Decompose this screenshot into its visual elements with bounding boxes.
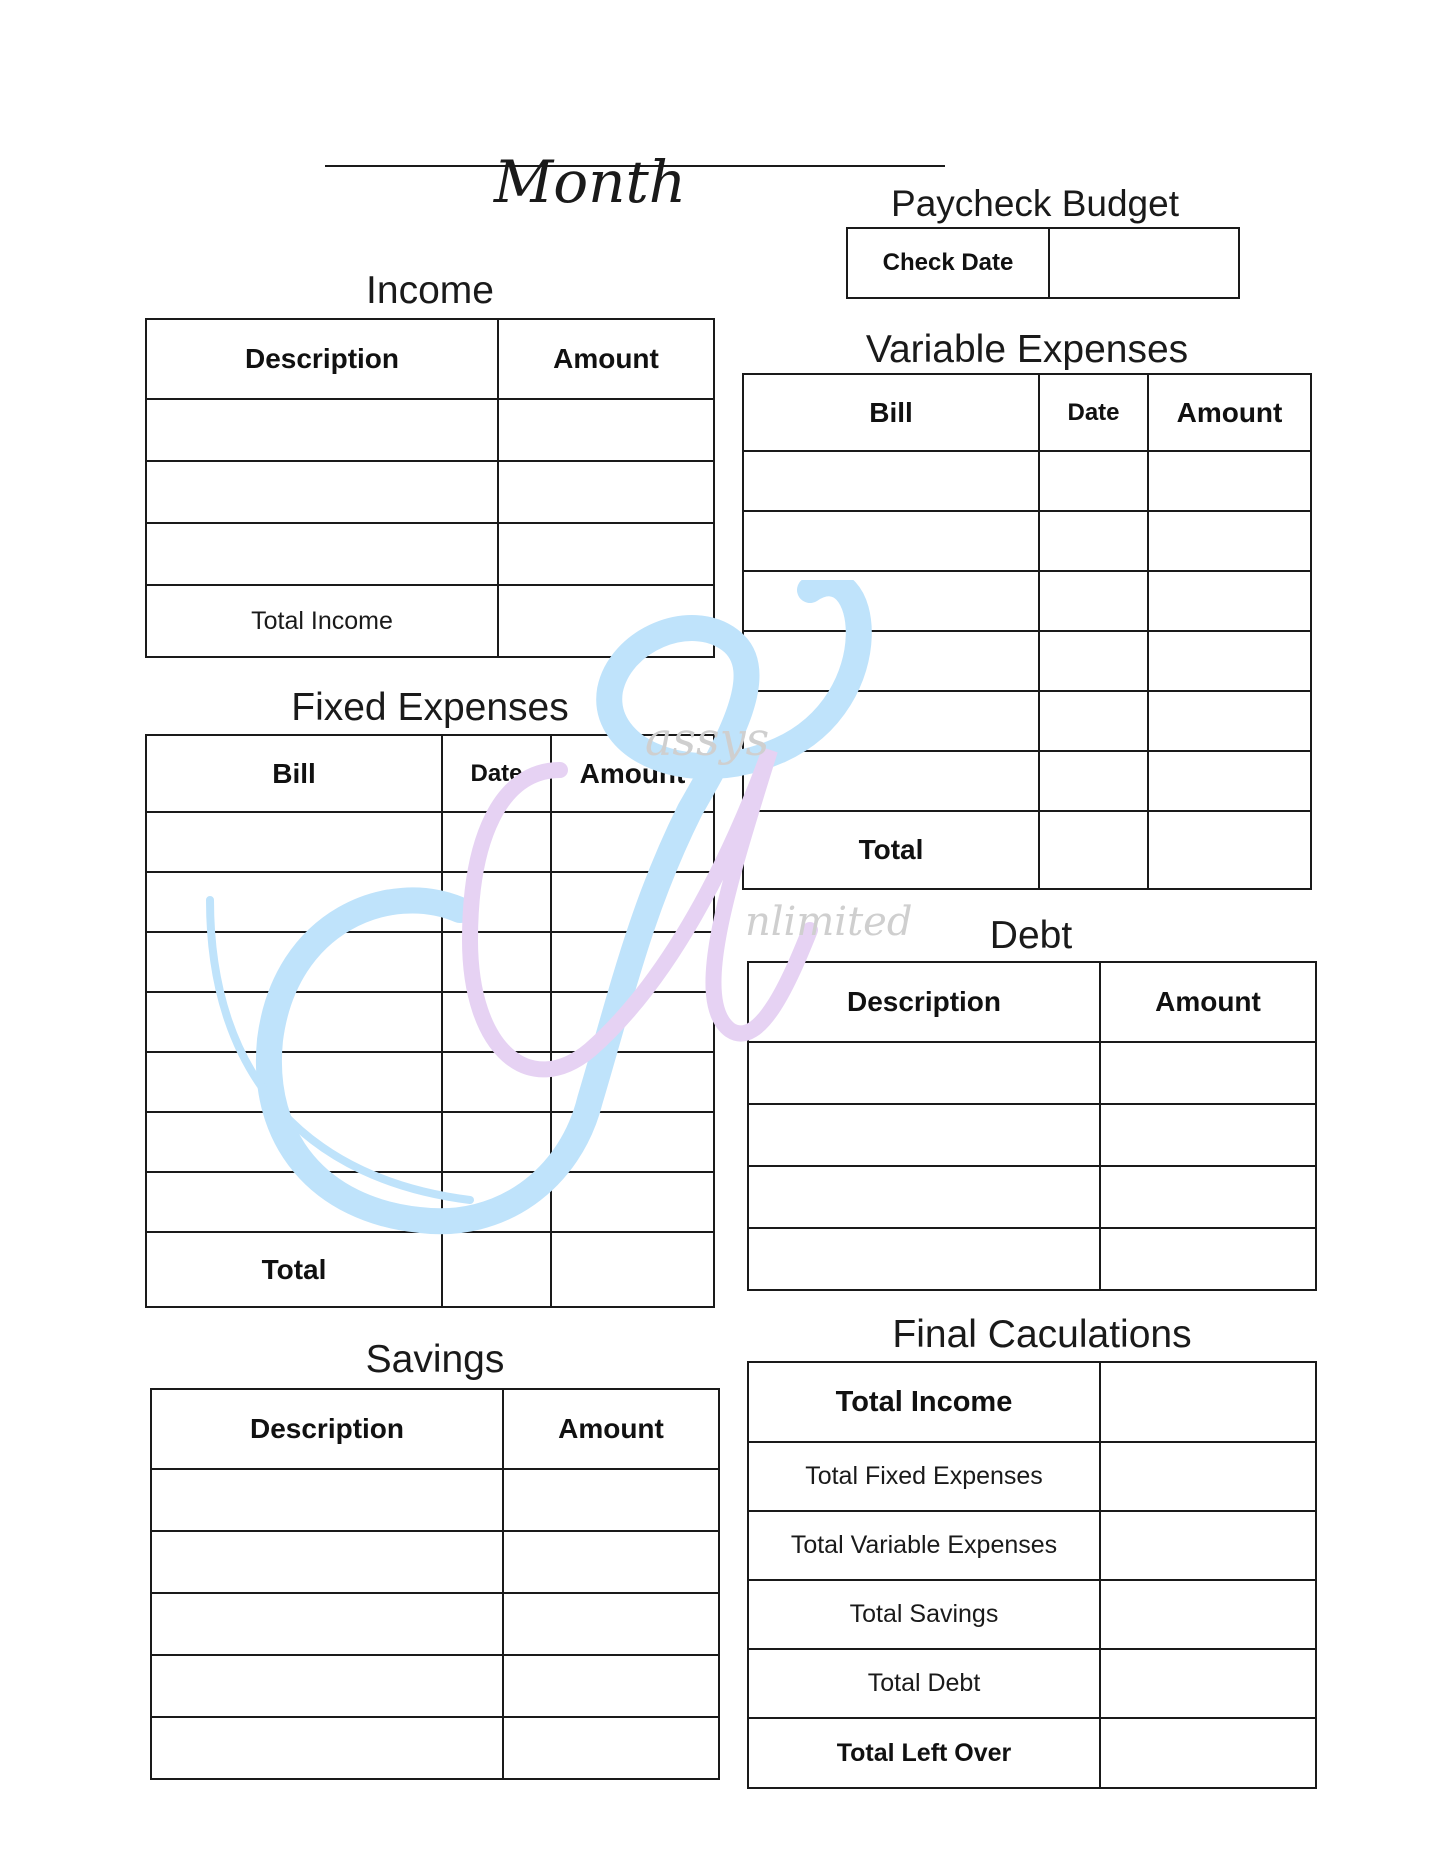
final-calculations-title: Final Caculations (892, 1313, 1192, 1356)
fixed-total-amount-cell[interactable] (551, 1232, 714, 1307)
fixed-date-cell[interactable] (442, 1172, 551, 1232)
fixed-expenses-table (145, 734, 715, 1308)
fixed-total-date-cell[interactable] (442, 1232, 551, 1307)
income-description-cell[interactable] (146, 399, 498, 461)
variable-bill-cell[interactable] (743, 691, 1039, 751)
fixed-bill-cell[interactable] (146, 1172, 442, 1232)
variable-date-cell[interactable] (1039, 631, 1148, 691)
variable-bill-cell[interactable] (743, 511, 1039, 571)
savings-amount-cell[interactable] (503, 1469, 719, 1531)
check-date-table (846, 227, 1240, 299)
watermark-text-bottom: nlimited (745, 899, 913, 945)
income-header-description: Description (146, 319, 498, 399)
income-table (145, 318, 715, 658)
variable-bill-cell[interactable] (743, 751, 1039, 811)
savings-title: Savings (365, 1338, 505, 1381)
variable-bill-cell[interactable] (743, 631, 1039, 691)
income-total-label: Total Income (146, 585, 498, 657)
savings-header-amount: Amount (503, 1389, 719, 1469)
variable-date-cell[interactable] (1039, 691, 1148, 751)
fixed-date-cell[interactable] (442, 992, 551, 1052)
income-amount-cell[interactable] (498, 523, 714, 585)
savings-amount-cell[interactable] (503, 1593, 719, 1655)
variable-expenses-table (742, 373, 1312, 890)
income-total-amount-cell[interactable] (498, 585, 714, 657)
fixed-bill-cell[interactable] (146, 1112, 442, 1172)
income-description-cell[interactable] (146, 523, 498, 585)
savings-header-description: Description (151, 1389, 503, 1469)
final-total-fixed-cell[interactable] (1100, 1442, 1316, 1511)
fixed-total-label: Total (146, 1232, 442, 1307)
variable-bill-cell[interactable] (743, 571, 1039, 631)
variable-bill-cell[interactable] (743, 451, 1039, 511)
income-amount-cell[interactable] (498, 461, 714, 523)
fixed-amount-cell[interactable] (551, 992, 714, 1052)
fixed-bill-cell[interactable] (146, 932, 442, 992)
variable-amount-cell[interactable] (1148, 511, 1311, 571)
variable-date-cell[interactable] (1039, 511, 1148, 571)
final-total-savings-label: Total Savings (748, 1580, 1100, 1649)
variable-header-amount: Amount (1148, 374, 1311, 451)
fixed-amount-cell[interactable] (551, 1112, 714, 1172)
income-description-cell[interactable] (146, 461, 498, 523)
fixed-amount-cell[interactable] (551, 932, 714, 992)
savings-amount-cell[interactable] (503, 1655, 719, 1717)
savings-amount-cell[interactable] (503, 1531, 719, 1593)
savings-table (150, 1388, 720, 1780)
variable-date-cell[interactable] (1039, 571, 1148, 631)
income-header-amount: Amount (498, 319, 714, 399)
variable-header-date: Date (1039, 374, 1148, 451)
final-total-variable-cell[interactable] (1100, 1511, 1316, 1580)
variable-date-cell[interactable] (1039, 451, 1148, 511)
final-total-fixed-label: Total Fixed Expenses (748, 1442, 1100, 1511)
debt-description-cell[interactable] (748, 1104, 1100, 1166)
income-amount-cell[interactable] (498, 399, 714, 461)
debt-description-cell[interactable] (748, 1042, 1100, 1104)
variable-total-date-cell[interactable] (1039, 811, 1148, 889)
final-total-income-cell[interactable] (1100, 1362, 1316, 1442)
variable-expenses-title: Variable Expenses (865, 328, 1189, 371)
debt-amount-cell[interactable] (1100, 1104, 1316, 1166)
variable-amount-cell[interactable] (1148, 571, 1311, 631)
income-title: Income (366, 269, 494, 312)
fixed-date-cell[interactable] (442, 812, 551, 872)
fixed-date-cell[interactable] (442, 1052, 551, 1112)
variable-total-amount-cell[interactable] (1148, 811, 1311, 889)
debt-description-cell[interactable] (748, 1166, 1100, 1228)
savings-amount-cell[interactable] (503, 1717, 719, 1779)
paycheck-budget-title: Paycheck Budget (891, 183, 1179, 224)
fixed-header-date: Date (442, 735, 551, 812)
final-calculations-table (747, 1361, 1317, 1789)
debt-amount-cell[interactable] (1100, 1042, 1316, 1104)
fixed-bill-cell[interactable] (146, 812, 442, 872)
variable-amount-cell[interactable] (1148, 631, 1311, 691)
debt-amount-cell[interactable] (1100, 1228, 1316, 1290)
fixed-bill-cell[interactable] (146, 1052, 442, 1112)
fixed-amount-cell[interactable] (551, 1052, 714, 1112)
variable-total-label: Total (743, 811, 1039, 889)
variable-amount-cell[interactable] (1148, 751, 1311, 811)
fixed-amount-cell[interactable] (551, 872, 714, 932)
check-date-label: Check Date (847, 228, 1049, 298)
watermark-text-top: assys (645, 712, 770, 766)
month-label: Month (493, 148, 687, 216)
fixed-bill-cell[interactable] (146, 992, 442, 1052)
fixed-header-amount: Amount (551, 735, 714, 812)
final-total-debt-label: Total Debt (748, 1649, 1100, 1718)
debt-table (747, 961, 1317, 1291)
savings-description-cell[interactable] (151, 1469, 503, 1531)
variable-amount-cell[interactable] (1148, 451, 1311, 511)
savings-description-cell[interactable] (151, 1593, 503, 1655)
final-total-debt-cell[interactable] (1100, 1649, 1316, 1718)
fixed-date-cell[interactable] (442, 1112, 551, 1172)
savings-description-cell[interactable] (151, 1655, 503, 1717)
final-total-left-over-label: Total Left Over (748, 1718, 1100, 1788)
debt-amount-cell[interactable] (1100, 1166, 1316, 1228)
fixed-expenses-title: Fixed Expenses (291, 686, 569, 729)
fixed-date-cell[interactable] (442, 932, 551, 992)
debt-header-description: Description (748, 962, 1100, 1042)
fixed-date-cell[interactable] (442, 872, 551, 932)
savings-description-cell[interactable] (151, 1531, 503, 1593)
fixed-amount-cell[interactable] (551, 812, 714, 872)
check-date-field[interactable] (1049, 228, 1239, 298)
final-total-income-label: Total Income (748, 1362, 1100, 1442)
fixed-bill-cell[interactable] (146, 872, 442, 932)
final-total-variable-label: Total Variable Expenses (748, 1511, 1100, 1580)
debt-title: Debt (989, 914, 1073, 957)
variable-header-bill: Bill (743, 374, 1039, 451)
variable-date-cell[interactable] (1039, 751, 1148, 811)
fixed-amount-cell[interactable] (551, 1172, 714, 1232)
final-total-left-over-cell[interactable] (1100, 1718, 1316, 1788)
debt-header-amount: Amount (1100, 962, 1316, 1042)
savings-description-cell[interactable] (151, 1717, 503, 1779)
fixed-header-bill: Bill (146, 735, 442, 812)
variable-amount-cell[interactable] (1148, 691, 1311, 751)
final-total-savings-cell[interactable] (1100, 1580, 1316, 1649)
debt-description-cell[interactable] (748, 1228, 1100, 1290)
